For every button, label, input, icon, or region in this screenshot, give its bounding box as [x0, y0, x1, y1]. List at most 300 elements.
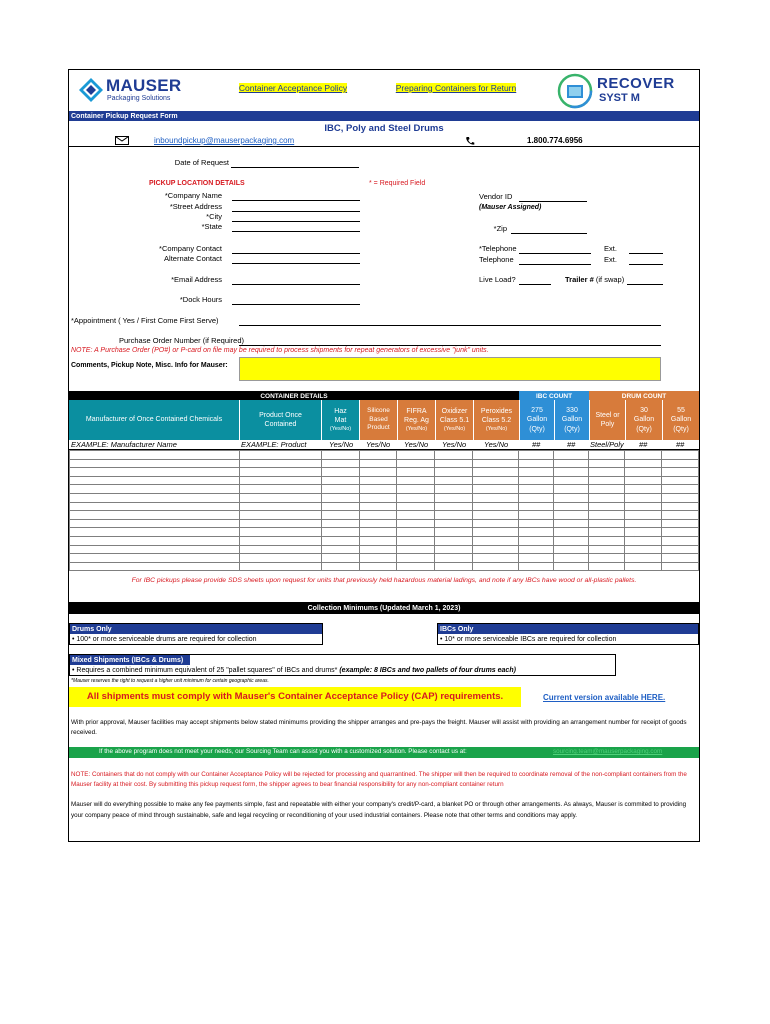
drums-only-box — [69, 623, 323, 645]
grid-cell[interactable] — [519, 536, 554, 545]
grid-cell[interactable] — [625, 545, 662, 554]
telephone-req-field[interactable] — [519, 253, 591, 254]
closing-text: Mauser will do everything possible to make any fee payments simple, fast and repeatable with either your company's credit/P-card, a blanket PO or through other arrangements. As always, Mauser is commited to providing your company peace of mind through sustainable, safe and legal recycling or reconditioning of your used industrial containers. Please note that other terms and conditions may apply. — [71, 801, 687, 819]
grid-cell[interactable] — [239, 468, 321, 477]
grid-cell[interactable] — [239, 554, 321, 563]
street-label: *Street Address — [169, 202, 222, 211]
drums-requirement: • 100* or more serviceable drums are required for collection — [72, 636, 257, 643]
grid-cell[interactable] — [397, 459, 435, 468]
grid-cell[interactable] — [70, 536, 240, 545]
contact-row — [69, 133, 699, 147]
example-row — [69, 440, 699, 450]
table-row[interactable] — [70, 485, 699, 494]
table-row[interactable] — [70, 459, 699, 468]
vendor-id-label: Vendor ID — [479, 192, 513, 201]
grid-cell[interactable] — [70, 545, 240, 554]
system-text: SYST M — [599, 92, 640, 104]
recover-system-logo — [557, 73, 697, 109]
prep-containers-link[interactable]: Preparing Containers for Return — [395, 83, 517, 93]
example-haz: Yes/No — [329, 440, 354, 449]
grid-cell[interactable] — [435, 485, 473, 494]
sourcing-bar — [69, 747, 699, 758]
grid-cell[interactable] — [70, 502, 240, 511]
grid-cell[interactable] — [359, 536, 397, 545]
col-product: Product Once Contained — [239, 400, 321, 440]
grid-cell[interactable] — [359, 493, 397, 502]
grid-cell[interactable] — [473, 536, 519, 545]
grid-cell[interactable] — [70, 476, 240, 485]
ext1-label: Ext. — [604, 244, 617, 253]
live-load-label: Live Load? — [479, 275, 516, 284]
grid-cell[interactable] — [473, 511, 519, 520]
grid-cell[interactable] — [473, 451, 519, 460]
example-product: EXAMPLE: Product — [241, 440, 307, 449]
trailer-note: (if swap) — [595, 275, 625, 284]
grid-cell[interactable] — [321, 459, 359, 468]
recycle-icon — [557, 73, 593, 109]
grid-cell[interactable] — [397, 493, 435, 502]
po-number-label: Purchase Order Number (if Required) — [118, 336, 244, 345]
grid-cell[interactable] — [239, 519, 321, 528]
grid-cell[interactable] — [625, 485, 662, 494]
col-275: 275 Gallon (Qty) — [519, 400, 554, 440]
grid-cell[interactable] — [662, 519, 699, 528]
col-30: 30 Gallon (Qty) — [625, 400, 662, 440]
table-row[interactable] — [70, 528, 699, 537]
mauser-logo-icon — [79, 78, 103, 102]
grid-cell[interactable] — [359, 459, 397, 468]
grid-cell[interactable] — [435, 459, 473, 468]
grid-cell[interactable] — [554, 554, 589, 563]
col-oxidizer: Oxidizer Class 5.1 (Yes/No) — [435, 400, 473, 440]
grid-cell[interactable] — [321, 493, 359, 502]
cap-link[interactable]: Container Acceptance Policy — [238, 83, 348, 93]
date-field[interactable] — [231, 167, 359, 168]
mauser-assigned-note: (Mauser Assigned) — [479, 204, 542, 211]
grid-cell[interactable] — [435, 468, 473, 477]
reject-note: NOTE: Containers that do not comply with our Container Acceptance Policy will be rejected for processing and quarrantined. The shipper will then be required to coordinate removal of the non-compliant containers from the Mauser facility at their cost. By submitting this pickup request form, the shipper agrees to bear financial responsibility for any non-compliant container return — [71, 771, 687, 789]
table-row[interactable] — [70, 502, 699, 511]
zip-label: *Zip — [493, 224, 507, 233]
col-haz: Haz Mat (Yes/No) — [321, 400, 359, 440]
grid-cell[interactable] — [519, 554, 554, 563]
grid-cell[interactable] — [519, 502, 554, 511]
minimums-title: Collection Minimums (Updated March 1, 2023) — [307, 604, 461, 612]
grid-cell[interactable] — [519, 451, 554, 460]
grid-cell[interactable] — [662, 493, 699, 502]
grid-cell[interactable] — [359, 502, 397, 511]
grid-cell[interactable] — [239, 545, 321, 554]
grid-cell[interactable] — [589, 528, 625, 537]
grid-cell[interactable] — [70, 528, 240, 537]
table-row[interactable] — [70, 554, 699, 563]
grid-cell[interactable] — [554, 476, 589, 485]
cap-banner — [69, 687, 521, 707]
mixed-requirement: • Requires a combined minimum equivalent of 25 "pallet squares" of IBCs and drums* (example: 8 IBCs and two pallets of four drums each) — [72, 667, 516, 674]
appointment-field[interactable] — [239, 325, 661, 326]
grid-cell[interactable] — [473, 519, 519, 528]
grid-cell[interactable] — [519, 511, 554, 520]
col-330: 330 Gallon (Qty) — [554, 400, 589, 440]
table-row[interactable] — [70, 468, 699, 477]
grid-cell[interactable] — [473, 468, 519, 477]
cap-banner-text: All shipments must comply with Mauser's Container Acceptance Policy (CAP) requirements. — [86, 691, 504, 702]
table-row[interactable] — [70, 536, 699, 545]
sourcing-text: If the above program does not meet your needs, our Sourcing Team can assist you with a customized solution. Please contact us at: — [99, 748, 467, 755]
ext1-field[interactable] — [629, 253, 663, 254]
grid-cell[interactable] — [554, 485, 589, 494]
grid-cell[interactable] — [435, 562, 473, 571]
grid-cell[interactable] — [435, 511, 473, 520]
grid-cell[interactable] — [473, 493, 519, 502]
grid-cell[interactable] — [239, 485, 321, 494]
ibcs-only-heading: IBCs Only — [438, 624, 698, 634]
grid-cell[interactable] — [589, 536, 625, 545]
grid-cell[interactable] — [239, 511, 321, 520]
state-label: *State — [201, 222, 222, 231]
grid-cell[interactable] — [519, 476, 554, 485]
grid-cell[interactable] — [589, 502, 625, 511]
recover-text: RECOVER — [597, 75, 675, 92]
drums-only-heading: Drums Only — [70, 624, 322, 634]
grid-cell[interactable] — [359, 528, 397, 537]
grid-cell[interactable] — [397, 528, 435, 537]
grid-cell[interactable] — [662, 502, 699, 511]
grid-cell[interactable] — [519, 459, 554, 468]
dock-hours-label: *Dock Hours — [179, 295, 222, 304]
grid-cell[interactable] — [473, 562, 519, 571]
example-330: ## — [567, 440, 576, 449]
grid-cell[interactable] — [321, 562, 359, 571]
grid-cell[interactable] — [435, 451, 473, 460]
grid-cell[interactable] — [359, 562, 397, 571]
grid-cell[interactable] — [70, 511, 240, 520]
grid-cell[interactable] — [359, 511, 397, 520]
ibcs-only-box — [437, 623, 699, 645]
telephone-field[interactable] — [519, 264, 591, 265]
street-field[interactable] — [232, 211, 360, 212]
table-row[interactable] — [70, 562, 699, 571]
col-silicone: Silicone Based Product — [359, 400, 397, 440]
sourcing-email-link[interactable]: sourcing.team@mauserpackaging.com — [553, 748, 663, 755]
city-label: *City — [206, 212, 222, 221]
telephone-req-label: *Telephone — [479, 244, 517, 253]
grid-cell[interactable] — [589, 476, 625, 485]
minimums-bar — [69, 602, 699, 614]
form-title-bar — [69, 111, 699, 121]
email-address-label: *Email Address — [171, 275, 222, 284]
company-contact-field[interactable] — [232, 253, 360, 254]
ext2-label: Ext. — [604, 255, 617, 264]
example-55: ## — [676, 440, 685, 449]
grid-cell[interactable] — [589, 519, 625, 528]
city-field[interactable] — [232, 221, 360, 222]
grid-cell[interactable] — [321, 476, 359, 485]
grid-cell[interactable] — [70, 519, 240, 528]
grid-cell[interactable] — [397, 485, 435, 494]
grid-cell[interactable] — [397, 536, 435, 545]
grid-cell[interactable] — [662, 451, 699, 460]
grid-cell[interactable] — [589, 493, 625, 502]
grid-cell[interactable] — [589, 485, 625, 494]
grid-cell[interactable] — [519, 493, 554, 502]
sds-note: For IBC pickups please provide SDS sheets upon request for units that previously held hazardous material ladings, and note if any IBCs have wood or all-plastic pallets. — [131, 577, 637, 584]
grid-cell[interactable] — [321, 468, 359, 477]
grid-cell[interactable] — [239, 459, 321, 468]
grid-cell[interactable] — [321, 528, 359, 537]
grid-cell[interactable] — [397, 502, 435, 511]
trailer-field[interactable] — [627, 284, 663, 285]
grid-cell[interactable] — [662, 485, 699, 494]
comments-field[interactable] — [239, 357, 661, 381]
grid-cell[interactable] — [435, 554, 473, 563]
grid-cell[interactable] — [359, 468, 397, 477]
grid-cell[interactable] — [239, 476, 321, 485]
brand-name: MAUSER — [106, 76, 182, 95]
grid-cell[interactable] — [662, 468, 699, 477]
grid-cell[interactable] — [435, 528, 473, 537]
col-manufacturer: Manufacturer of Once Contained Chemicals — [69, 400, 239, 440]
grid-cell[interactable] — [625, 519, 662, 528]
comments-label: Comments, Pickup Note, Misc. Info for Mauser: — [71, 362, 228, 369]
grid-cell[interactable] — [554, 528, 589, 537]
table-row[interactable] — [70, 511, 699, 520]
container-details-label: CONTAINER DETAILS — [260, 392, 328, 400]
grid-cell[interactable] — [435, 519, 473, 528]
ibcs-requirement: • 10* or more serviceable IBCs are required for collection — [440, 636, 617, 643]
grid-cell[interactable] — [359, 554, 397, 563]
grid-cell[interactable] — [662, 528, 699, 537]
grid-cell[interactable] — [473, 485, 519, 494]
col-peroxides: Peroxides Class 5.2 (Yes/No) — [473, 400, 519, 440]
grid-cell[interactable] — [662, 476, 699, 485]
grid-cell[interactable] — [435, 502, 473, 511]
grid-cell[interactable] — [321, 511, 359, 520]
grid-cell[interactable] — [239, 536, 321, 545]
trailer-text: Trailer # — [565, 275, 594, 284]
example-silicone: Yes/No — [366, 440, 391, 449]
grid-cell[interactable] — [397, 519, 435, 528]
required-note: * = Required Field — [369, 180, 426, 187]
grid-cell[interactable] — [321, 545, 359, 554]
col-steel-poly: Steel or Poly — [589, 400, 625, 440]
date-label: Date of Request — [174, 158, 229, 167]
grid-cell[interactable] — [554, 451, 589, 460]
grid-cell[interactable] — [625, 562, 662, 571]
grid-cell[interactable] — [589, 468, 625, 477]
grid-cell[interactable] — [625, 451, 662, 460]
col-55: 55 Gallon (Qty) — [662, 400, 699, 440]
grid-cell[interactable] — [359, 451, 397, 460]
grid-body[interactable] — [70, 451, 699, 571]
grid-cell[interactable] — [589, 459, 625, 468]
email-address-field[interactable] — [232, 284, 360, 285]
envelope-icon — [115, 136, 129, 145]
grid-cell[interactable] — [589, 511, 625, 520]
grid-cell[interactable] — [662, 554, 699, 563]
grid-cell[interactable] — [625, 459, 662, 468]
grid-cell[interactable] — [519, 528, 554, 537]
grid-cell[interactable] — [554, 545, 589, 554]
vendor-id-field[interactable] — [519, 201, 587, 202]
grid-cell[interactable] — [554, 502, 589, 511]
grid-cell[interactable] — [519, 562, 554, 571]
grid-cell[interactable] — [625, 476, 662, 485]
grid-cell[interactable] — [662, 511, 699, 520]
example-oxidizer: Yes/No — [442, 440, 467, 449]
grid-cell[interactable] — [435, 493, 473, 502]
grid-cell[interactable] — [239, 502, 321, 511]
grid-cell[interactable] — [473, 545, 519, 554]
grid-cell[interactable] — [397, 562, 435, 571]
grid-cell[interactable] — [239, 451, 321, 460]
grid-cell[interactable] — [359, 476, 397, 485]
mauser-logo — [79, 76, 199, 106]
grid-cell[interactable] — [397, 476, 435, 485]
po-note: NOTE: A Purchase Order (PO#) or P-card on file may be required to process shipments for repeat generators of excessive "junk" units. — [71, 347, 489, 354]
example-manufacturer: EXAMPLE: Manufacturer Name — [71, 440, 177, 449]
grid-cell[interactable] — [397, 511, 435, 520]
alt-contact-label: Alternate Contact — [164, 254, 222, 263]
grid-cell[interactable] — [70, 554, 240, 563]
grid-cell[interactable] — [625, 554, 662, 563]
grid-cell[interactable] — [589, 562, 625, 571]
grid-cell[interactable] — [397, 468, 435, 477]
grid-cell[interactable] — [554, 519, 589, 528]
container-details-bar — [69, 391, 519, 400]
grid-cell[interactable] — [554, 468, 589, 477]
grid-cell[interactable] — [625, 493, 662, 502]
company-name-label: *Company Name — [164, 191, 222, 200]
example-275: ## — [532, 440, 541, 449]
table-row[interactable] — [70, 519, 699, 528]
example-steel-poly: Steel/Poly — [590, 440, 624, 449]
grid-cell[interactable] — [435, 476, 473, 485]
grid-cell[interactable] — [70, 468, 240, 477]
grid-cell[interactable] — [435, 545, 473, 554]
grid-cell[interactable] — [321, 451, 359, 460]
grid-cell[interactable] — [70, 485, 240, 494]
grid-cell[interactable] — [625, 511, 662, 520]
company-name-field[interactable] — [232, 200, 360, 201]
live-load-field[interactable] — [519, 284, 551, 285]
grid-cell[interactable] — [239, 493, 321, 502]
grid-cell[interactable] — [70, 562, 240, 571]
table-row[interactable] — [70, 493, 699, 502]
container-entry-grid[interactable] — [69, 450, 699, 571]
zip-field[interactable] — [511, 233, 587, 234]
telephone-label: Telephone — [479, 255, 514, 264]
example-30: ## — [639, 440, 648, 449]
example-fifra: Yes/No — [404, 440, 429, 449]
grid-cell[interactable] — [554, 536, 589, 545]
grid-cell[interactable] — [519, 519, 554, 528]
pickup-details-heading: PICKUP LOCATION DETAILS — [149, 180, 245, 187]
table-row[interactable] — [70, 451, 699, 460]
grid-cell[interactable] — [473, 476, 519, 485]
grid-cell[interactable] — [662, 459, 699, 468]
trailer-label — [565, 276, 624, 284]
grid-cell[interactable] — [435, 536, 473, 545]
alt-contact-field[interactable] — [232, 263, 360, 264]
pickup-request-form — [68, 69, 700, 842]
po-number-field[interactable] — [239, 345, 661, 346]
reserve-note: *Mauser reserves the right to request a higher unit minimum for certain geographic areas. — [71, 678, 269, 684]
grid-cell[interactable] — [625, 536, 662, 545]
grid-cell[interactable] — [589, 554, 625, 563]
grid-cell[interactable] — [70, 459, 240, 468]
grid-cell[interactable] — [321, 502, 359, 511]
grid-cell[interactable] — [239, 562, 321, 571]
grid-cell[interactable] — [625, 502, 662, 511]
grid-cell[interactable] — [397, 554, 435, 563]
grid-cell[interactable] — [397, 545, 435, 554]
col-fifra: FIFRA Reg. Ag (Yes/No) — [397, 400, 435, 440]
grid-cell[interactable] — [519, 545, 554, 554]
drum-count-bar: DRUM COUNT — [589, 391, 699, 400]
grid-cell[interactable] — [70, 493, 240, 502]
grid-cell[interactable] — [554, 562, 589, 571]
grid-cell[interactable] — [359, 545, 397, 554]
phone-icon — [465, 136, 475, 146]
grid-cell[interactable] — [321, 519, 359, 528]
grid-cell[interactable] — [589, 545, 625, 554]
grid-cell[interactable] — [554, 459, 589, 468]
grid-cell[interactable] — [359, 519, 397, 528]
dock-hours-field[interactable] — [232, 304, 360, 305]
table-row[interactable] — [70, 476, 699, 485]
grid-cell[interactable] — [625, 528, 662, 537]
grid-cell[interactable] — [519, 485, 554, 494]
pickup-email-link[interactable]: inboundpickup@mauserpackaging.com — [154, 136, 295, 145]
example-peroxides: Yes/No — [484, 440, 509, 449]
grid-cell[interactable] — [662, 545, 699, 554]
grid-cell[interactable] — [473, 554, 519, 563]
table-row[interactable] — [70, 545, 699, 554]
grid-cell[interactable] — [321, 485, 359, 494]
ibc-count-bar: IBC COUNT — [519, 391, 589, 400]
brand-sub: Packaging Solutions — [107, 95, 171, 102]
grid-cell[interactable] — [321, 554, 359, 563]
subtitle: IBC, Poly and Steel Drums — [324, 123, 444, 134]
grid-cell[interactable] — [397, 451, 435, 460]
grid-cell[interactable] — [473, 502, 519, 511]
grid-cell[interactable] — [554, 511, 589, 520]
grid-cell[interactable] — [662, 562, 699, 571]
state-field[interactable] — [232, 231, 360, 232]
prior-approval-text: With prior approval, Mauser facilities may accept shipments below stated minimums providing the shipper arranges and pre-pays the freight. Mauser will assist with providing an arrangement number for receipt of goods received. — [71, 719, 687, 737]
grid-cell[interactable] — [625, 468, 662, 477]
grid-cell[interactable] — [519, 468, 554, 477]
grid-cell[interactable] — [70, 451, 240, 460]
grid-cell[interactable] — [554, 493, 589, 502]
mixed-box — [69, 654, 616, 676]
grid-cell[interactable] — [473, 459, 519, 468]
appointment-label: *Appointment ( Yes / First Come First Serve) — [71, 316, 219, 325]
pickup-phone: 1.800.774.6956 — [527, 136, 583, 145]
form-title: Container Pickup Request Form — [71, 112, 178, 120]
grid-cell[interactable] — [662, 536, 699, 545]
current-version-link[interactable]: Current version available HERE. — [543, 693, 666, 702]
grid-cell[interactable] — [473, 528, 519, 537]
mixed-heading: Mixed Shipments (IBCs & Drums) — [70, 655, 190, 665]
grid-cell[interactable] — [589, 451, 625, 460]
grid-cell[interactable] — [239, 528, 321, 537]
grid-cell[interactable] — [359, 485, 397, 494]
ext2-field[interactable] — [629, 264, 663, 265]
company-contact-label: *Company Contact — [159, 244, 222, 253]
grid-cell[interactable] — [321, 536, 359, 545]
